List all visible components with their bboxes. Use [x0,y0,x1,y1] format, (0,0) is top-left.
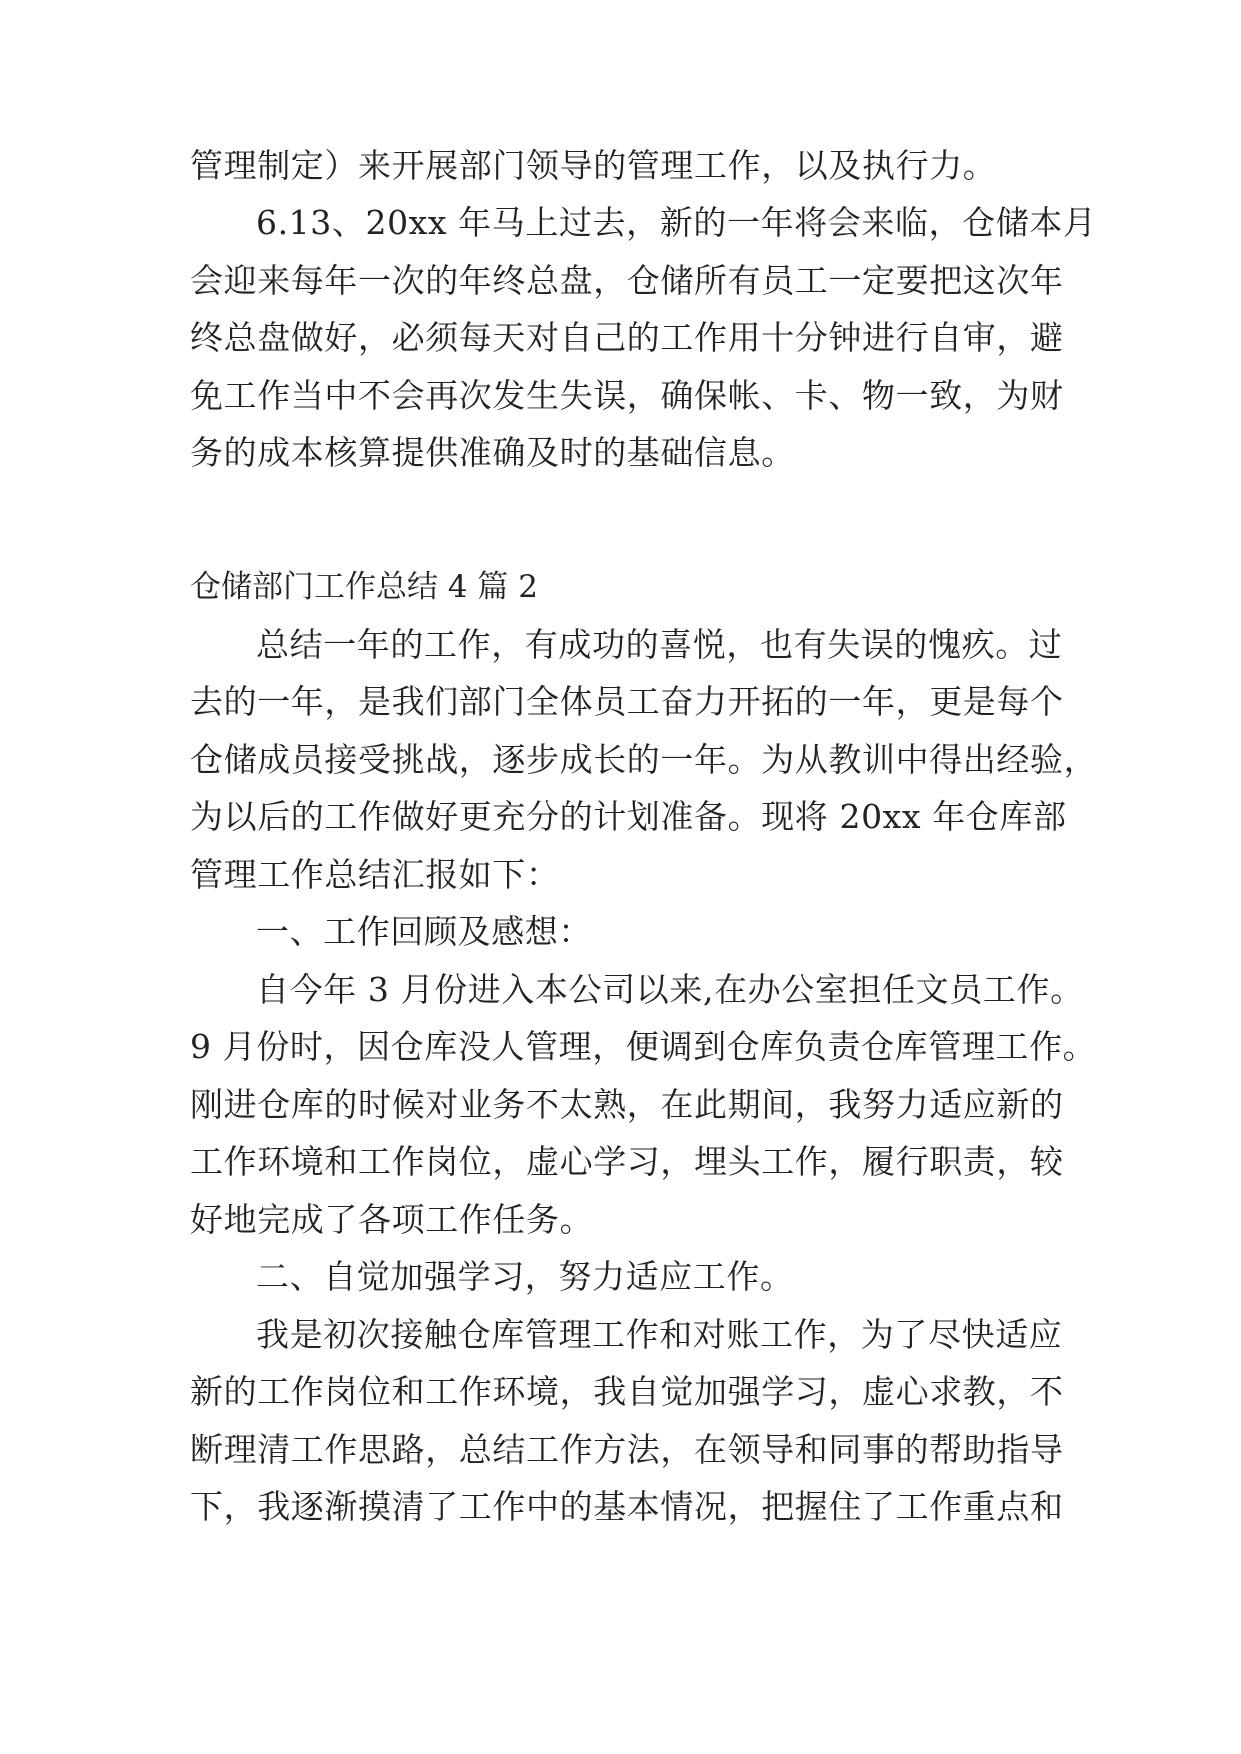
text-line: 为以后的工作做好更充分的计划准备。现将 20xx 年仓库部 [190,797,1067,836]
text-line: 刚进仓库的时候对业务不太熟，在此期间，我努力适应新的 [190,1085,1064,1124]
text-line: 管理制定）来开展部门领导的管理工作，以及执行力。 [190,146,997,185]
text-line: 总结一年的工作，有成功的喜悦，也有失误的愧疚。过 [256,625,1063,664]
text-line: 好地完成了各项工作任务。 [190,1200,594,1239]
text-line: 工作环境和工作岗位，虚心学习，埋头工作，履行职责，较 [190,1142,1064,1181]
text-line: 我是初次接触仓库管理工作和对账工作，为了尽快适应 [256,1315,1063,1354]
text-line: 新的工作岗位和工作环境，我自觉加强学习，虚心求教，不 [190,1372,1064,1411]
subheading: 一、工作回顾及感想： [256,912,592,951]
text-line: 自今年 3 月份进入本公司以来,在办公室担任文员工作。 [256,970,1084,1009]
text-line: 下，我逐渐摸清了工作中的基本情况，把握住了工作重点和 [190,1487,1064,1526]
subheading: 二、自觉加强学习，努力适应工作。 [256,1257,794,1296]
text-line: 9 月份时，因仓库没人管理，便调到仓库负责仓库管理工作。 [190,1027,1097,1066]
text-line: 务的成本核算提供准确及时的基础信息。 [190,433,795,472]
text-line: 仓储成员接受挑战，逐步成长的一年。为从教训中得出经验， [190,740,1098,779]
text-line: 去的一年，是我们部门全体员工奋力开拓的一年，更是每个 [190,682,1064,721]
text-line: 免工作当中不会再次发生失误，确保帐、卡、物一致，为财 [190,376,1064,415]
text-line: 管理工作总结汇报如下： [190,855,560,894]
text-line: 会迎来每年一次的年终总盘，仓储所有员工一定要把这次年 [190,261,1064,300]
section-heading: 仓储部门工作总结 4 篇 2 [190,569,539,605]
text-line: 断理清工作思路，总结工作方法，在领导和同事的帮助指导 [190,1430,1064,1469]
text-line: 6.13、20xx 年马上过去，新的一年将会来临，仓储本月 [256,203,1097,242]
text-line: 终总盘做好，必须每天对自己的工作用十分钟进行自审，避 [190,318,1064,357]
